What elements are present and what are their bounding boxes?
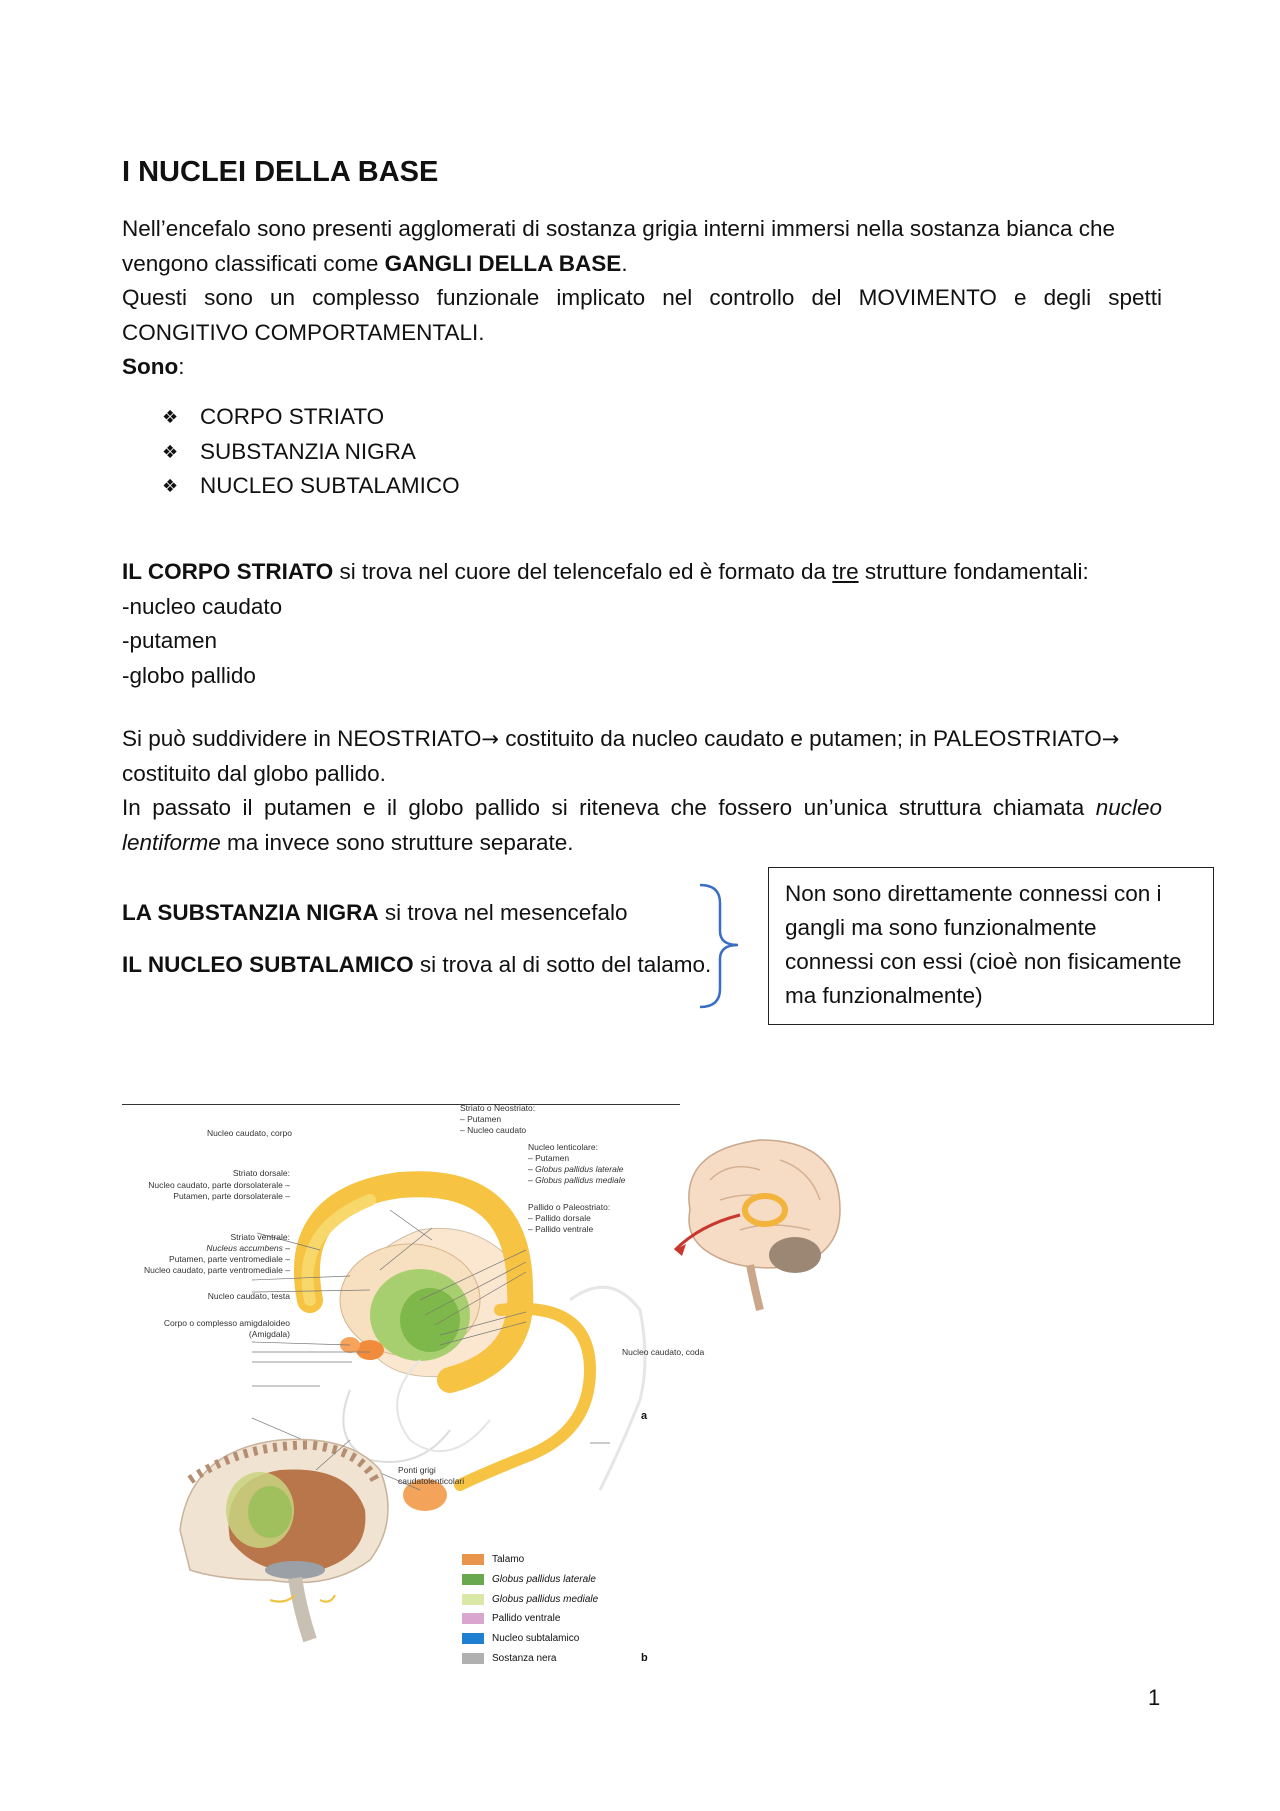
sono-label: Sono <box>122 354 179 379</box>
legend-label: Globus pallidus laterale <box>492 1574 596 1586</box>
subtalamico-text: si trova al di sotto del talamo. <box>413 952 712 977</box>
figure-label: – Globus pallidus mediale <box>528 1175 626 1185</box>
figure-label: Corpo o complesso amigdaloideo <box>163 1318 290 1328</box>
legend-swatch <box>462 1574 484 1585</box>
italic-term: lentiforme <box>122 829 221 855</box>
intro-paragraph <box>122 212 1162 385</box>
legend-item <box>462 1648 598 1668</box>
figure-label: Putamen, parte ventromediale – <box>169 1254 290 1264</box>
figure-label: (Amigdala) <box>248 1329 290 1339</box>
suddivisione-line-4-text: ma invece sono strutture separate. <box>220 829 574 855</box>
figure-label: Nucleo caudato, testa <box>207 1291 290 1301</box>
subtalamico-term: IL NUCLEO SUBTALAMICO <box>122 952 414 977</box>
corpo-striato-text: si trova nel cuore del telencefalo ed è formato da <box>333 559 833 584</box>
legend-label: Talamo <box>492 1554 525 1566</box>
intro-line-3: Questi sono un complesso funzionale implicato nel controllo del MOVIMENTO e degli spetti <box>122 285 1162 310</box>
note-line: gangli ma sono funzionalmente <box>785 915 1097 940</box>
structure-item: -putamen <box>122 628 218 653</box>
legend-label: Globus pallidus mediale <box>492 1593 599 1605</box>
legend-label: Pallido ventrale <box>492 1613 561 1625</box>
intro-line-2-end: . <box>621 250 628 276</box>
underlined-word: tre <box>832 559 859 584</box>
figure-label: Ponti grigi <box>398 1465 436 1475</box>
figure-panel-b <box>180 1439 388 1640</box>
gangli-della-base-term: GANGLI DELLA BASE <box>384 250 622 276</box>
figure-letter-b: b <box>641 1652 648 1664</box>
paleostriato-text: costituito da nucleo caudato e putamen; in PALEOSTRIATO <box>498 726 1102 751</box>
list-item <box>162 469 460 504</box>
legend-swatch <box>462 1633 484 1644</box>
figure-label: – Pallido dorsale <box>528 1213 591 1223</box>
page-title: I NUCLEI DELLA BASE <box>122 156 439 188</box>
figure-label: – Pallido ventrale <box>528 1224 594 1234</box>
diamond-bullet-icon: ❖ <box>162 476 179 496</box>
list-item <box>162 435 460 470</box>
legend-swatch <box>462 1554 484 1565</box>
figure-label: caudatolenticolari <box>398 1476 465 1486</box>
suddivisione-line-4 <box>122 826 1162 861</box>
figure-label: Striato ventrale: <box>230 1232 290 1242</box>
right-arrow-icon: → <box>1101 727 1120 751</box>
figure-label: Nucleus accumbens – <box>206 1243 290 1253</box>
substanzia-text: si trova nel mesencefalo <box>378 900 628 925</box>
figure-legend <box>462 1550 598 1668</box>
bullet-list <box>162 400 460 504</box>
diamond-bullet-icon: ❖ <box>162 407 179 427</box>
sono-colon: : <box>178 354 185 379</box>
corpo-striato-paragraph <box>122 555 1162 693</box>
structure-item: -nucleo caudato <box>122 593 283 619</box>
intro-line-4: CONGITIVO COMPORTAMENTALI. <box>122 319 485 345</box>
neostriato-text: Si può suddividere in NEOSTRIATO <box>122 726 482 751</box>
figure-label: – Nucleo caudato <box>460 1125 527 1135</box>
figure-label: Nucleo caudato, parte ventromediale – <box>143 1265 290 1275</box>
curly-brace-icon <box>698 883 744 1009</box>
legend-swatch <box>462 1613 484 1624</box>
brain-inset <box>675 1140 840 1310</box>
legend-item <box>462 1629 598 1649</box>
corpo-striato-line <box>122 555 1162 590</box>
figure-label: – Putamen <box>528 1153 570 1163</box>
legend-label: Nucleo subtalamico <box>492 1633 580 1645</box>
figure-label: – Globus pallidus laterale <box>528 1164 624 1174</box>
legend-item <box>462 1550 598 1570</box>
legend-swatch <box>462 1594 484 1605</box>
right-arrow-icon: → <box>481 727 499 751</box>
figure-label: Putamen, parte dorsolaterale – <box>173 1191 290 1201</box>
legend-label: Sostanza nera <box>492 1652 557 1664</box>
corpo-striato-term: IL CORPO STRIATO <box>122 559 334 584</box>
note-box <box>768 867 1214 1025</box>
note-line: Non sono direttamente connessi con i <box>785 881 1162 906</box>
corpo-striato-text-end: strutture fondamentali: <box>858 559 1089 584</box>
figure-label: Nucleo caudato, parte dorsolaterale – <box>148 1180 290 1190</box>
note-line: connessi con essi (cioè non fisicamente <box>785 949 1182 974</box>
sono-line <box>122 350 1162 385</box>
figure-label: Nucleo lenticolare: <box>528 1142 598 1152</box>
note-line: ma funzionalmente) <box>785 983 983 1008</box>
suddivisione-line-1 <box>122 722 1162 757</box>
legend-item <box>462 1570 598 1590</box>
figure-label: Nucleo caudato, corpo <box>206 1128 292 1138</box>
figure-label: Striato o Neostriato: <box>460 1103 536 1113</box>
intro-line-1: Nell’encefalo sono presenti agglomerati di sostanza grigia interni immersi nella sostanza bianca che <box>122 216 1116 241</box>
legend-swatch <box>462 1653 484 1664</box>
page-number: 1 <box>1148 1685 1161 1710</box>
list-item <box>162 400 460 435</box>
list-item-label: SUBSTANZIA NIGRA <box>200 438 416 464</box>
intro-line-2 <box>122 247 1162 282</box>
substanzia-term: LA SUBSTANZIA NIGRA <box>122 900 379 925</box>
structure-item: -globo pallido <box>122 662 256 688</box>
figure-label: – Putamen <box>460 1114 502 1124</box>
suddivisione-paragraph <box>122 722 1162 860</box>
diamond-bullet-icon: ❖ <box>162 441 179 462</box>
list-item-label: NUCLEO SUBTALAMICO <box>200 473 460 498</box>
suddivisione-line-3 <box>122 791 1162 826</box>
figure-letter-a: a <box>641 1410 648 1422</box>
suddivisione-line-2: costituito dal globo pallido. <box>122 760 386 786</box>
intro-line-2-text: vengono classificati come <box>122 250 385 276</box>
figure-label: Striato dorsale: <box>232 1168 290 1178</box>
figure-label: Pallido o Paleostriato: <box>528 1202 611 1212</box>
italic-term: nucleo <box>1095 795 1162 820</box>
suddivisione-line-3-text: In passato il putamen e il globo pallido si riteneva che fossero un’unica struttura chiamata <box>122 795 1096 820</box>
figure-label: Nucleo caudato, coda <box>622 1347 705 1357</box>
legend-item <box>462 1609 598 1629</box>
legend-item <box>462 1589 598 1609</box>
list-item-label: CORPO STRIATO <box>200 404 385 429</box>
